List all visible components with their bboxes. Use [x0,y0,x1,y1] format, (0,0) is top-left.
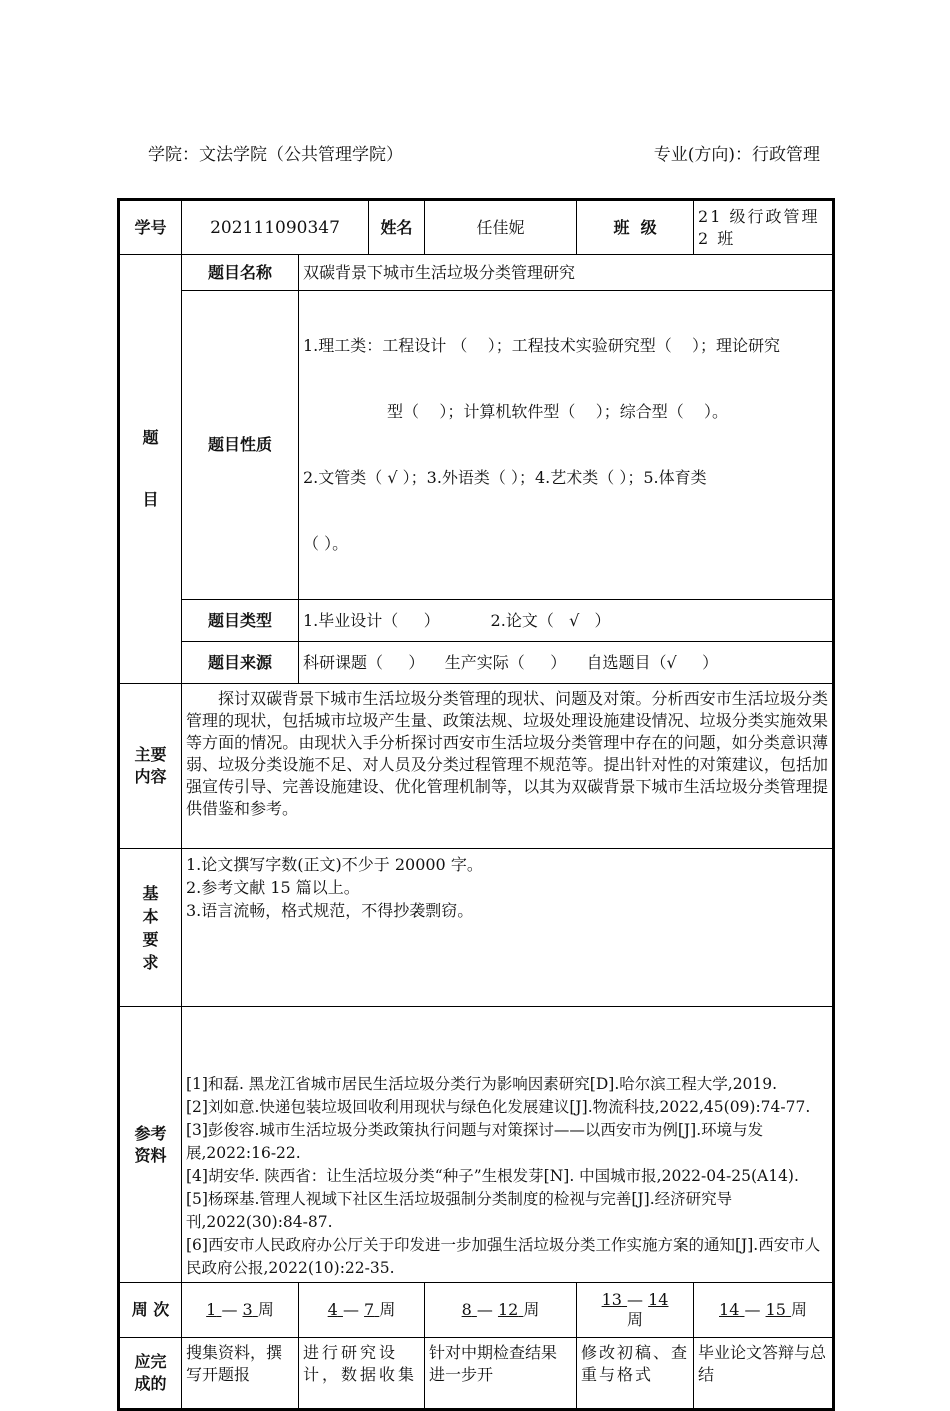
topic-label-char-1: 题 [142,428,159,447]
week-unit: 周 [379,1300,396,1319]
requirements-label-3: 要 [142,929,159,949]
references-label-2: 资料 [134,1145,167,1165]
references-label [119,1007,182,1283]
class-value: 21 级行政管理 2 班 [694,200,834,255]
main-content-row [119,684,834,849]
week-end: 12 [497,1300,519,1319]
week-unit: 周 [523,1300,540,1319]
nature-line-1: 1.理工类：工程设计 （ ）；工程技术实验研究型（ ）；理论研究 [303,336,781,355]
college-field: 学院：文法学院（公共管理学院） [148,145,403,165]
task-label-2: 成的 [134,1374,167,1393]
nature-line-3: 2.文管类（ √ ）；3.外语类（ ）；4.艺术类（ ）；5.体育类 [303,468,707,487]
week-start: 4 [327,1300,338,1319]
requirement-item: 3.语言流畅，格式规范，不得抄袭剽窃。 [186,901,474,920]
task-row [119,1338,834,1410]
nature-line-4: （ ）。 [303,534,349,553]
proposal-form-table [117,198,835,1411]
nature-line-2: 型（ ）；计算机软件型（ ）；综合型（ ）。 [387,402,729,421]
week-start: 1 [206,1300,217,1319]
reference-item: [6]西安市人民政府办公厅关于印发进一步加强生活垃圾分类工作实施方案的通知[J].西安市人民政府公报,2022(10):22-35. [186,1236,821,1277]
week-label: 周 次 [119,1283,182,1338]
topic-label-char-2: 目 [142,490,159,509]
references-label-1: 参考 [134,1123,167,1143]
requirements-row [119,849,834,1007]
topic-nature-label: 题目性质 [182,291,299,600]
main-content-label [119,684,182,849]
reference-item: [1]和磊. 黑龙江省城市居民生活垃圾分类行为影响因素研究[D].哈尔滨工程大学,2019. [186,1075,778,1093]
topic-section-label [119,255,182,684]
week-start: 13 [601,1290,622,1309]
topic-type-value: 1.毕业设计（ ） 2.论文（ √ ） [299,600,834,642]
task-cell-3: 针对中期检查结果进一步开 [425,1338,577,1410]
requirement-item: 2.参考文献 15 篇以上。 [186,878,360,897]
name-value: 任佳妮 [425,200,577,255]
week-unit: 周 [791,1300,808,1319]
reference-item: [4]胡安华. 陕西省：让生活垃圾分类“种子”生根发芽[N]. 中国城市报,2022-04-25(A14). [186,1167,799,1185]
main-content-text: 探讨双碳背景下城市生活垃圾分类管理的现状、问题及对策。分析西安市生活垃圾分类管理的现状，包括城市垃圾产生量、政策法规、垃圾处理设施建设情况、垃圾分类实施效果等方面的情况。由现状入手分析探讨西安市生活垃圾分类管理中存在的问题，如分类意识薄弱、垃圾分类设施不足、对人员及分类过程管理不规范等。提出针对性的对策建议，包括加强宣传引导、完善设施建设、优化管理机制等，以其为双碳背景下城市生活垃圾分类管理提供借鉴和参考。 [182,684,834,849]
week-unit: 周 [627,1310,644,1329]
reference-item: [2]刘如意.快递包装垃圾回收利用现状与绿色化发展建议[J].物流科技,2022,45(09):74-77. [186,1098,811,1116]
week-start: 8 [461,1300,472,1319]
topic-title-label: 题目名称 [182,255,299,291]
requirements-list [182,849,834,1007]
week-row [119,1283,834,1338]
requirements-label [119,849,182,1007]
topic-source-value: 科研课题（ ） 生产实际（ ） 自选题目（√ ） [299,642,834,684]
student-id-label: 学号 [119,200,182,255]
main-content-label-1: 主要 [134,745,167,764]
references-row [119,1007,834,1283]
week-end: 3 [242,1300,253,1319]
topic-source-row [119,642,834,684]
week-range-2: 4 — 7 周 [299,1283,425,1338]
task-cell-5: 毕业论文答辩与总结 [694,1338,834,1410]
topic-type-label: 题目类型 [182,600,299,642]
task-cell-4: 修改初稿、查重与格式 [577,1338,694,1410]
week-end: 15 [765,1300,786,1319]
requirements-label-2: 本 [142,906,159,926]
references-list [182,1007,834,1283]
student-id-value: 202111090347 [182,200,369,255]
task-cell-2: 进行研究设计，数据收集 [299,1338,425,1410]
week-unit: 周 [257,1300,274,1319]
week-start: 14 [719,1300,740,1319]
requirements-label-4: 求 [142,952,159,972]
class-label: 班 级 [577,200,694,255]
topic-source-label: 题目来源 [182,642,299,684]
reference-item: [3]彭俊容.城市生活垃圾分类政策执行问题与对策探讨——以西安市为例[J].环境与发展,2022:16-22. [186,1121,764,1162]
week-range-4: 13 — 14 周 [577,1283,694,1338]
week-end: 7 [364,1300,375,1319]
major-field: 专业(方向)：行政管理 [653,145,820,165]
name-label: 姓名 [369,200,425,255]
topic-title-value: 双碳背景下城市生活垃圾分类管理研究 [299,255,834,291]
week-end: 14 [648,1290,669,1309]
task-label-1: 应完 [134,1352,167,1371]
task-cell-1: 搜集资料，撰写开题报 [182,1338,299,1410]
reference-item: [5]杨琛基.管理人视域下社区生活垃圾强制分类制度的检视与完善[J].经济研究导刊,2022(30):84-87. [186,1190,733,1231]
topic-title-row [119,255,834,291]
topic-nature-row [119,291,834,600]
week-range-1: 1 — 3 周 [182,1283,299,1338]
week-range-5: 14 — 15 周 [694,1283,834,1338]
student-info-row [119,200,834,255]
requirement-item: 1.论文撰写字数(正文)不少于 20000 字。 [186,855,483,874]
topic-nature-value [299,291,834,600]
main-content-label-2: 内容 [134,767,167,786]
week-range-3: 8 — 12 周 [425,1283,577,1338]
requirements-label-1: 基 [142,883,159,903]
task-label [119,1338,182,1410]
topic-type-row [119,600,834,642]
